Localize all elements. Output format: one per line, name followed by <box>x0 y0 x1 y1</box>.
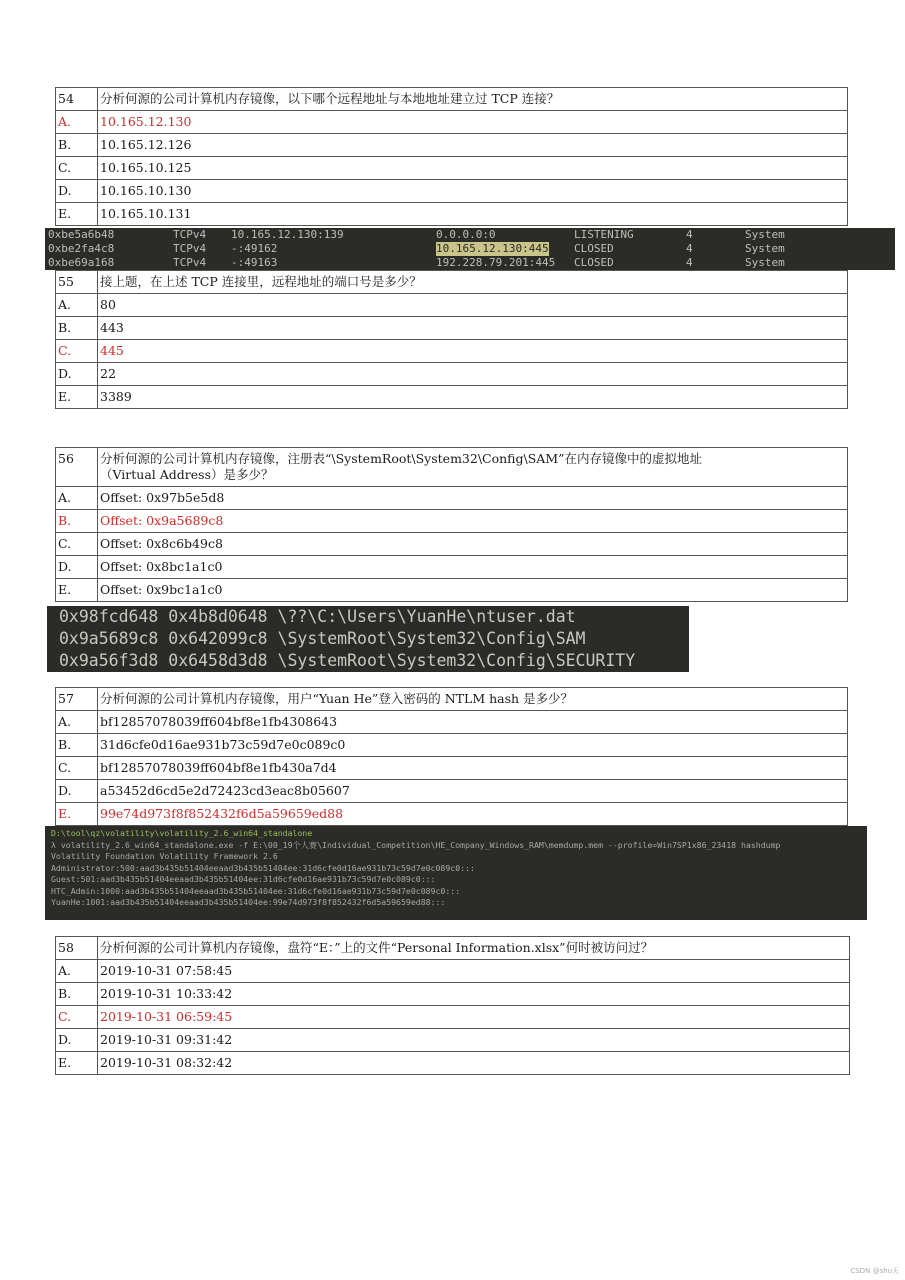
netscan-row <box>45 242 895 256</box>
hash-line: Administrator:500:aad3b435b51404eeaad3b435b51404ee:31d6cfe0d16ae931b73c59d7e0c089c0::: <box>51 862 475 873</box>
foreign-address: 0.0.0.0:0 <box>436 228 496 241</box>
option-letter: D. <box>56 180 98 203</box>
option-value: 80 <box>98 294 848 317</box>
option-letter: E. <box>56 203 98 226</box>
owner: System <box>745 228 785 241</box>
question-text <box>98 448 848 487</box>
option-value-correct: 445 <box>98 340 848 363</box>
option-value: 10.165.10.130 <box>98 180 848 203</box>
question-number: 58 <box>56 937 98 960</box>
proto: TCPv4 <box>173 256 207 269</box>
state: CLOSED <box>574 256 614 269</box>
question-57-table <box>55 687 848 826</box>
question-text: 分析何源的公司计算机内存镜像，用户“Yuan He”登入密码的 NTLM hash 是多少？ <box>98 688 848 711</box>
question-number: 54 <box>56 88 98 111</box>
question-58-table <box>55 936 850 1075</box>
option-value: Offset: 0x97b5e5d8 <box>98 487 848 510</box>
option-value: 2019-10-31 09:31:42 <box>98 1029 850 1052</box>
hivelist-row: 0x9a56f3d8 0x6458d3d8 \SystemRoot\System32\Config\SECURITY <box>59 651 636 670</box>
option-letter: D. <box>56 556 98 579</box>
option-value: a53452d6cd5e2d72423cd3eac8b05607 <box>98 780 848 803</box>
option-letter: E. <box>56 579 98 602</box>
option-value: Offset: 0x9bc1a1c0 <box>98 579 848 602</box>
foreign-address-highlighted: 10.165.12.130:445 <box>436 242 549 255</box>
state: CLOSED <box>574 242 614 255</box>
option-letter: C. <box>56 533 98 556</box>
hashdump-output <box>45 826 867 920</box>
pid: 4 <box>686 242 693 255</box>
option-letter: B. <box>56 510 98 533</box>
option-value: bf12857078039ff604bf8e1fb430a7d4 <box>98 757 848 780</box>
question-number: 55 <box>56 271 98 294</box>
owner: System <box>745 242 785 255</box>
option-letter: B. <box>56 317 98 340</box>
option-letter: B. <box>56 983 98 1006</box>
proto: TCPv4 <box>173 228 207 241</box>
option-letter: B. <box>56 734 98 757</box>
option-letter: C. <box>56 157 98 180</box>
option-letter: D. <box>56 780 98 803</box>
option-value: Offset: 0x8c6b49c8 <box>98 533 848 556</box>
proto: TCPv4 <box>173 242 207 255</box>
local-address: 10.165.12.130:139 <box>231 228 344 241</box>
hivelist-output <box>47 606 689 672</box>
pid: 4 <box>686 256 693 269</box>
local-address: -:49163 <box>231 256 278 269</box>
offset: 0xbe2fa4c8 <box>48 242 115 255</box>
option-value: 10.165.12.126 <box>98 134 848 157</box>
offset: 0xbe5a6b48 <box>48 228 115 241</box>
option-letter: A. <box>56 960 98 983</box>
question-text-line1: 分析何源的公司计算机内存镜像，注册表“\SystemRoot\System32\Config\SAM”在内存镜像中的虚拟地址 <box>100 451 703 466</box>
state: LISTENING <box>574 228 634 241</box>
question-54-table <box>55 87 848 226</box>
option-letter: A. <box>56 487 98 510</box>
option-value-correct: Offset: 0x9a5689c8 <box>98 510 848 533</box>
option-letter: B. <box>56 134 98 157</box>
offset: 0xbe69a168 <box>48 256 115 269</box>
option-value: 2019-10-31 10:33:42 <box>98 983 850 1006</box>
option-letter: A. <box>56 294 98 317</box>
netscan-row <box>45 256 895 270</box>
option-letter: D. <box>56 1029 98 1052</box>
option-value: bf12857078039ff604bf8e1fb4308643 <box>98 711 848 734</box>
option-value: 10.165.10.125 <box>98 157 848 180</box>
option-letter: C. <box>56 1006 98 1029</box>
option-letter: E. <box>56 1052 98 1075</box>
option-letter: D. <box>56 363 98 386</box>
question-text: 接上题，在上述 TCP 连接里，远程地址的端口号是多少？ <box>98 271 848 294</box>
pid: 4 <box>686 228 693 241</box>
netscan-output <box>45 228 895 270</box>
owner: System <box>745 256 785 269</box>
hivelist-row: 0x98fcd648 0x4b8d0648 \??\C:\Users\YuanHe\ntuser.dat <box>59 607 576 626</box>
option-letter: E. <box>56 386 98 409</box>
netscan-row <box>45 228 895 242</box>
question-number: 57 <box>56 688 98 711</box>
question-text: 分析何源的公司计算机内存镜像，盘符“E：”上的文件“Personal Information.xlsx”何时被访问过？ <box>98 937 850 960</box>
option-value: 10.165.10.131 <box>98 203 848 226</box>
terminal-banner: Volatility Foundation Volatility Framework 2.6 <box>51 851 278 861</box>
local-address: -:49162 <box>231 242 278 255</box>
hash-line: Guest:501:aad3b435b51404eeaad3b435b51404ee:31d6cfe0d16ae931b73c59d7e0c089c0::: <box>51 874 436 884</box>
option-value: 3389 <box>98 386 848 409</box>
question-55-table <box>55 270 848 409</box>
hivelist-row-sam: 0x9a5689c8 0x642099c8 \SystemRoot\System32\Config\SAM <box>59 629 586 648</box>
hash-line: HTC_Admin:1000:aad3b435b51404eeaad3b435b51404ee:31d6cfe0d16ae931b73c59d7e0c089c0::: <box>51 885 461 896</box>
terminal-path: D:\tool\qz\volatility\volatility_2.6_win64_standalone <box>51 828 313 838</box>
foreign-address: 192.228.79.201:445 <box>436 256 556 269</box>
option-letter: E. <box>56 803 98 826</box>
terminal-command: λ volatility_2.6_win64_standalone.exe -f E:\00_19个人赛\Individual_Competition\HE_Company_Windows_RAM\memdump.mem --profile=Win7SP1x86_23418 hashdump <box>51 839 781 850</box>
option-value: 2019-10-31 08:32:42 <box>98 1052 850 1075</box>
question-56-table <box>55 447 848 602</box>
option-value-correct: 10.165.12.130 <box>98 111 848 134</box>
option-value: 443 <box>98 317 848 340</box>
option-letter: C. <box>56 340 98 363</box>
option-letter: A. <box>56 711 98 734</box>
option-letter: C. <box>56 757 98 780</box>
option-value: Offset: 0x8bc1a1c0 <box>98 556 848 579</box>
question-text-line2: （Virtual Address）是多少？ <box>100 467 274 482</box>
option-value: 31d6cfe0d16ae931b73c59d7e0c089c0 <box>98 734 848 757</box>
option-value: 22 <box>98 363 848 386</box>
option-value-correct: 2019-10-31 06:59:45 <box>98 1006 850 1029</box>
option-value: 2019-10-31 07:58:45 <box>98 960 850 983</box>
option-value-correct: 99e74d973f8f852432f6d5a59659ed88 <box>98 803 848 826</box>
watermark: CSDN @shu天 <box>850 1267 899 1275</box>
option-letter: A. <box>56 111 98 134</box>
hash-line-yuanhe: YuanHe:1001:aad3b435b51404eeaad3b435b51404ee:99e74d973f8f852432f6d5a59659ed88::: <box>51 897 446 907</box>
question-number: 56 <box>56 448 98 487</box>
question-text: 分析何源的公司计算机内存镜像，以下哪个远程地址与本地地址建立过 TCP 连接？ <box>98 88 848 111</box>
